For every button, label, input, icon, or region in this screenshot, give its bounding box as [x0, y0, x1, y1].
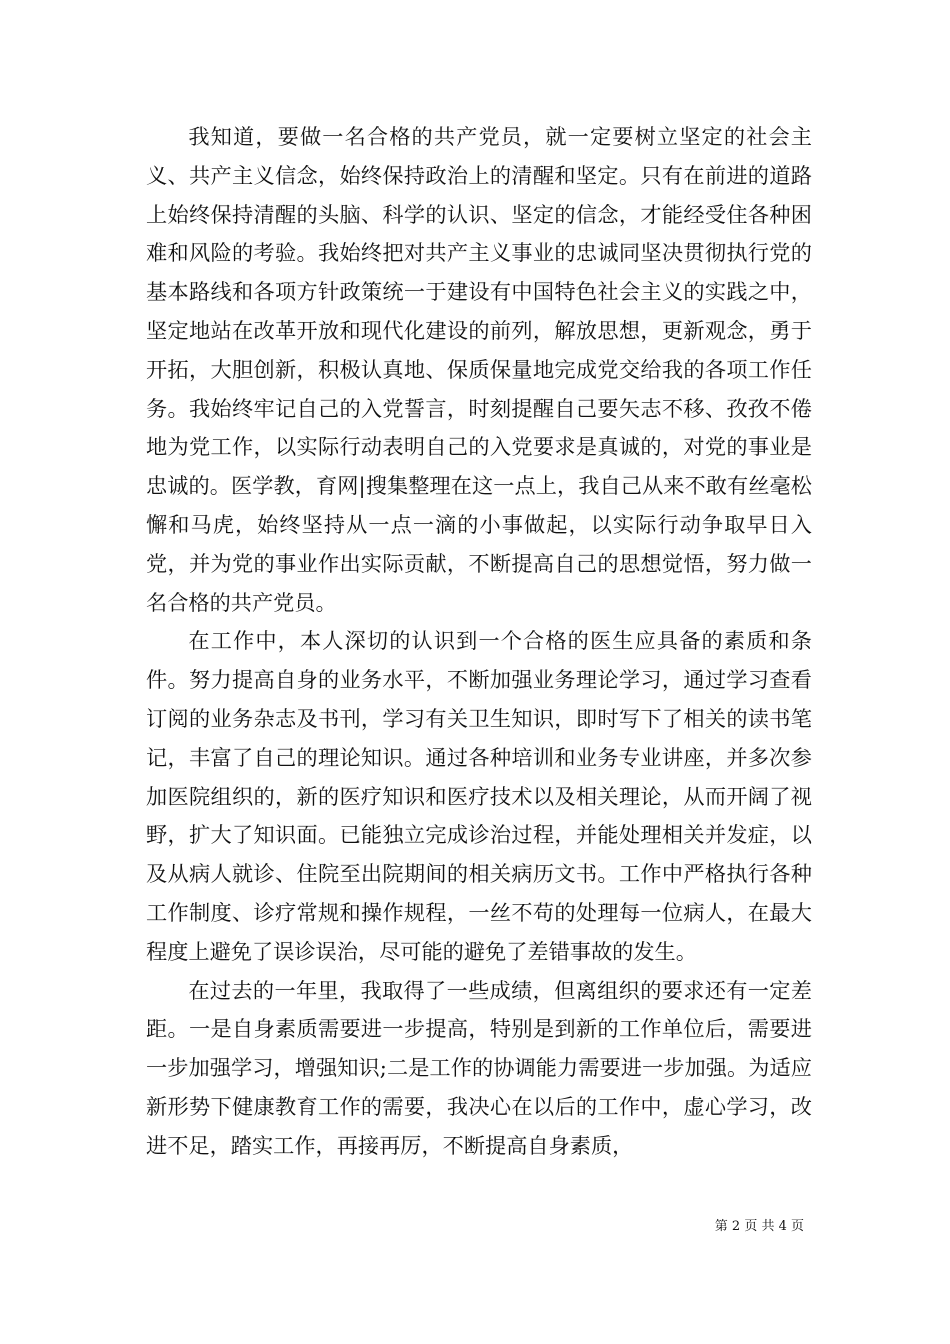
- paragraph-3: 在过去的一年里，我取得了一些成绩，但离组织的要求还有一定差距。一是自身素质需要进一步提高，特别是到新的工作单位后，需要进一步加强学习，增强知识;二是工作的协调能力需要进一步加强。为适应新形势下健康教育工作的需要，我决心在以后的工作中，虚心学习，改进不足，踏实工作，再接再厉，不断提高自身素质，: [146, 977, 812, 1158]
- document-body: [146, 118, 812, 1166]
- page-number-footer: 第 2 页 共 4 页: [714, 1219, 804, 1234]
- paragraph-2: 在工作中，本人深切的认识到一个合格的医生应具备的素质和条件。努力提高自身的业务水平，不断加强业务理论学习，通过学习查看订阅的业务杂志及书刊，学习有关卫生知识，即时写下了相关的读书笔记，丰富了自己的理论知识。通过各种培训和业务专业讲座，并多次参加医院组织的，新的医疗知识和医疗技术以及相关理论，从而开阔了视野，扩大了知识面。已能独立完成诊治过程，并能处理相关并发症，以及从病人就诊、住院至出院期间的相关病历文书。工作中严格执行各种工作制度、诊疗常规和操作规程，一丝不苟的处理每一位病人，在最大程度上避免了误诊误治，尽可能的避免了差错事故的发生。: [146, 628, 812, 964]
- paragraph-1: 我知道，要做一名合格的共产党员，就一定要树立坚定的社会主义、共产主义信念，始终保持政治上的清醒和坚定。只有在前进的道路上始终保持清醒的头脑、科学的认识、坚定的信念，才能经受住各种困难和风险的考验。我始终把对共产主义事业的忠诚同坚决贯彻执行党的基本路线和各项方针政策统一于建设有中国特色社会主义的实践之中，坚定地站在改革开放和现代化建设的前列，解放思想，更新观念，勇于开拓，大胆创新，积极认真地、保质保量地完成党交给我的各项工作任务。我始终牢记自己的入党誓言，时刻提醒自己要矢志不移、孜孜不倦地为党工作，以实际行动表明自己的入党要求是真诚的，对党的事业是忠诚的。医学教，育网|搜集整理在这一点上，我自己从来不敢有丝毫松懈和马虎，始终坚持从一点一滴的小事做起，以实际行动争取早日入党，并为党的事业作出实际贡献，不断提高自己的思想觉悟，努力做一名合格的共产党员。: [146, 124, 812, 615]
